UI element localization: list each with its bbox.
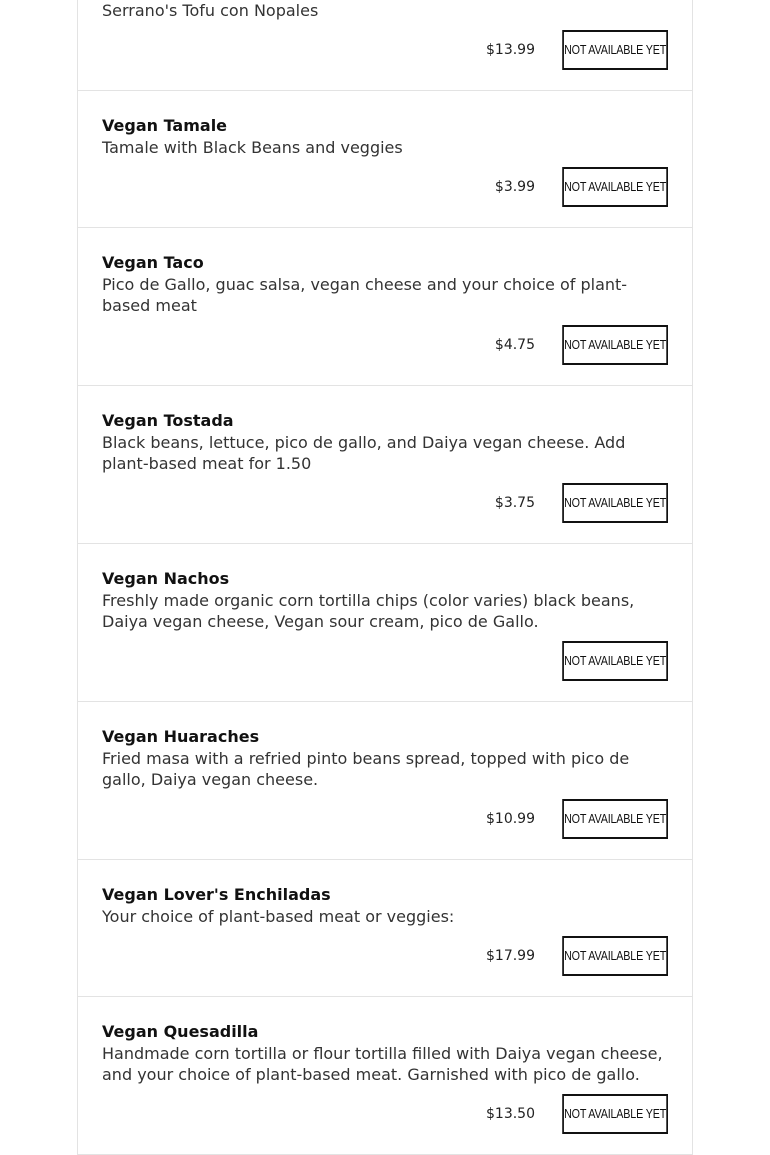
item-actions bbox=[102, 483, 668, 523]
not-available-button[interactable]: NOT AVAILABLE YET bbox=[562, 30, 668, 70]
menu-item bbox=[78, 0, 692, 91]
item-description: Black beans, lettuce, pico de gallo, and Daiya vegan cheese. Add plant-based meat for 1.50 bbox=[102, 433, 626, 473]
menu-item bbox=[78, 91, 692, 228]
item-name: Vegan Taco bbox=[102, 253, 204, 272]
item-name: Vegan Nachos bbox=[102, 569, 230, 588]
menu-item bbox=[78, 997, 692, 1155]
item-price: $3.75 bbox=[494, 495, 535, 511]
item-price: $3.99 bbox=[494, 179, 535, 195]
item-price: $4.75 bbox=[494, 337, 535, 353]
item-actions bbox=[102, 799, 668, 839]
item-description: Fried masa with a refried pinto beans spread, topped with pico de gallo, Daiya vegan cheese. bbox=[102, 749, 630, 789]
not-available-button[interactable]: NOT AVAILABLE YET bbox=[562, 483, 668, 523]
item-description: Handmade corn tortilla or flour tortilla filled with Daiya vegan cheese, and your choice of plant-based meat. Garnished with pico de gallo. bbox=[102, 1044, 663, 1084]
menu-item bbox=[78, 702, 692, 860]
menu-list bbox=[77, 0, 693, 1155]
item-price: $13.99 bbox=[486, 42, 535, 58]
item-actions bbox=[102, 641, 668, 681]
item-name: Vegan Huaraches bbox=[102, 727, 260, 746]
item-name: Vegan Quesadilla bbox=[102, 1022, 259, 1041]
menu-item bbox=[78, 860, 692, 997]
menu-item bbox=[78, 228, 692, 386]
item-description: Tamale with Black Beans and veggies bbox=[102, 138, 403, 157]
item-actions bbox=[102, 167, 668, 207]
item-price: $17.99 bbox=[486, 948, 535, 964]
item-price: $13.50 bbox=[486, 1106, 535, 1122]
not-available-button[interactable]: NOT AVAILABLE YET bbox=[562, 1094, 668, 1134]
item-description: Freshly made organic corn tortilla chips (color varies) black beans, Daiya vegan cheese, Vegan sour cream, pico de Gallo. bbox=[102, 591, 635, 631]
item-actions bbox=[102, 1094, 668, 1134]
item-actions bbox=[102, 325, 668, 365]
not-available-button[interactable]: NOT AVAILABLE YET bbox=[562, 325, 668, 365]
item-price: $10.99 bbox=[486, 811, 535, 827]
item-name: Vegan Lover's Enchiladas bbox=[102, 885, 331, 904]
item-description: Serrano's Tofu con Nopales bbox=[102, 1, 319, 20]
item-description: Your choice of plant-based meat or veggies: bbox=[102, 907, 455, 926]
not-available-button[interactable]: NOT AVAILABLE YET bbox=[562, 167, 668, 207]
item-actions bbox=[102, 30, 668, 70]
item-actions bbox=[102, 936, 668, 976]
item-name: Vegan Tostada bbox=[102, 411, 234, 430]
menu-item bbox=[78, 386, 692, 544]
item-name: Vegan Tamale bbox=[102, 116, 228, 135]
item-description: Pico de Gallo, guac salsa, vegan cheese and your choice of plant-based meat bbox=[102, 275, 628, 315]
not-available-button[interactable]: NOT AVAILABLE YET bbox=[562, 641, 668, 681]
not-available-button[interactable]: NOT AVAILABLE YET bbox=[562, 799, 668, 839]
menu-item bbox=[78, 544, 692, 702]
not-available-button[interactable]: NOT AVAILABLE YET bbox=[562, 936, 668, 976]
